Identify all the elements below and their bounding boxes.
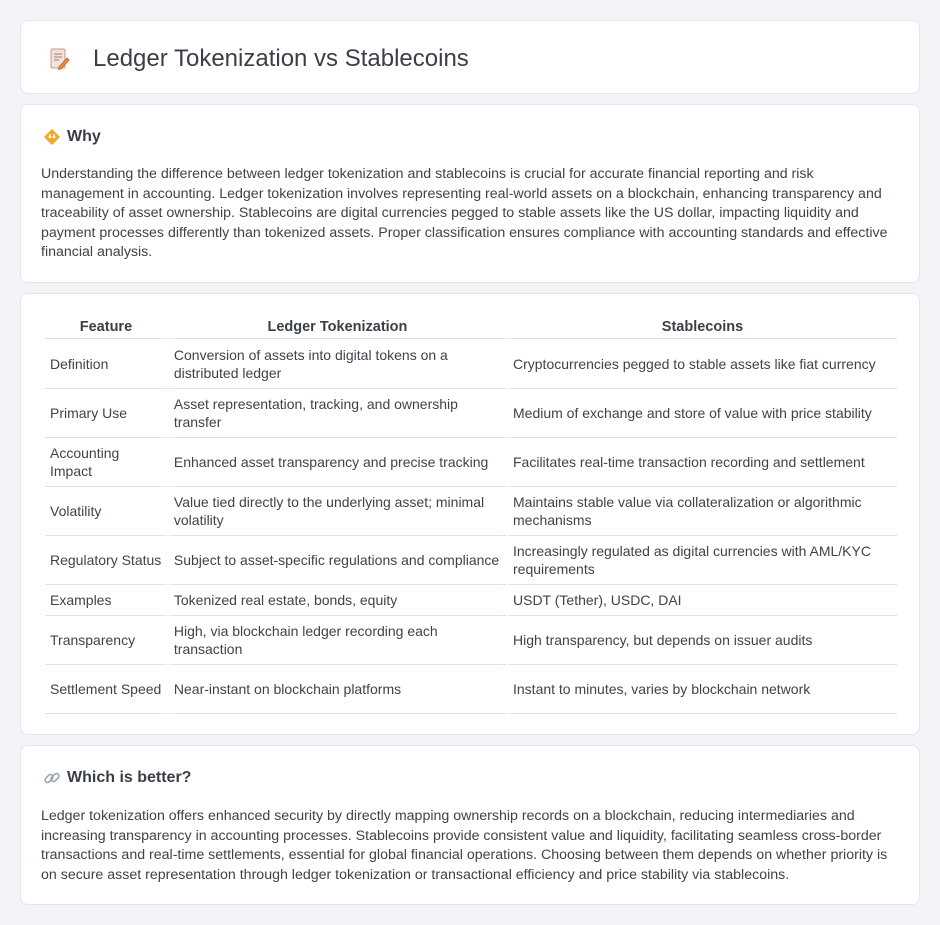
comparison-card	[20, 293, 920, 735]
better-text: Ledger tokenization offers enhanced security by directly mapping ownership records on a blockchain, reducing intermediaries and increasing transparency in accounting processes. Stablecoins provide consistent value and liquidity, facilitating seamless cross-border transactions and real-time settlements, essential for global financial operations. Choosing between them depends on whether priority is on secure asset representation through ledger tokenization or transactional efficiency and price stability via stablecoins.	[41, 808, 888, 883]
table-row	[45, 389, 897, 438]
why-card	[20, 104, 920, 283]
row-stablecoin-value: High transparency, but depends on issuer audits	[508, 616, 897, 665]
row-stablecoin-value: Facilitates real-time transaction recording and settlement	[508, 438, 897, 487]
row-feature: Primary Use	[45, 389, 167, 438]
why-heading	[43, 127, 101, 147]
row-feature: Volatility	[45, 487, 167, 536]
row-ledger-value: Conversion of assets into digital tokens on a distributed ledger	[169, 339, 506, 389]
link-icon	[43, 769, 61, 787]
comparison-table	[43, 316, 899, 714]
row-ledger-value: Subject to asset-specific regulations and compliance	[169, 536, 506, 585]
header-stablecoins: Stablecoins	[508, 316, 897, 339]
why-title: Why	[67, 128, 101, 145]
table-row	[45, 536, 897, 585]
table-row	[45, 438, 897, 487]
header-feature: Feature	[45, 316, 167, 339]
table-row	[45, 487, 897, 536]
better-heading	[43, 768, 191, 788]
row-stablecoin-value: Medium of exchange and store of value with price stability	[508, 389, 897, 438]
row-ledger-value: Enhanced asset transparency and precise tracking	[169, 438, 506, 487]
row-stablecoin-value: Instant to minutes, varies by blockchain network	[508, 665, 897, 714]
diamond-icon	[43, 128, 61, 146]
table-row	[45, 585, 897, 616]
row-feature: Settlement Speed	[45, 665, 167, 714]
better-title: Which is better?	[67, 769, 192, 786]
row-ledger-value: Asset representation, tracking, and ownership transfer	[169, 389, 506, 438]
row-feature: Transparency	[45, 616, 167, 665]
page-title: Ledger Tokenization vs Stablecoins	[93, 45, 469, 72]
row-feature: Definition	[45, 339, 167, 389]
row-stablecoin-value: Cryptocurrencies pegged to stable assets like fiat currency	[508, 339, 897, 389]
table-header-row	[45, 316, 897, 339]
why-text: Understanding the difference between ledger tokenization and stablecoins is crucial for accurate financial reporting and risk management in accounting. Ledger tokenization involves representing real-world assets on a blockchain, enhancing transparency and traceability of asset ownership. Stablecoins are digital currencies pegged to stable assets like the US dollar, impacting liquidity and payment processes differently than tokenized assets. Proper classification ensures compliance with accounting standards and effective financial analysis.	[41, 166, 888, 261]
row-ledger-value: Value tied directly to the underlying asset; minimal volatility	[169, 487, 506, 536]
row-ledger-value: Tokenized real estate, bonds, equity	[169, 585, 506, 616]
table-row	[45, 339, 897, 389]
which-is-better-card	[20, 745, 920, 905]
row-ledger-value: Near-instant on blockchain platforms	[169, 665, 506, 714]
document-pencil-icon	[47, 47, 71, 71]
row-feature: Regulatory Status	[45, 536, 167, 585]
header-card	[20, 20, 920, 94]
row-stablecoin-value: USDT (Tether), USDC, DAI	[508, 585, 897, 616]
row-feature: Examples	[45, 585, 167, 616]
table-row	[45, 616, 897, 665]
row-stablecoin-value: Maintains stable value via collateralization or algorithmic mechanisms	[508, 487, 897, 536]
row-feature: Accounting Impact	[45, 438, 167, 487]
row-ledger-value: High, via blockchain ledger recording each transaction	[169, 616, 506, 665]
row-stablecoin-value: Increasingly regulated as digital currencies with AML/KYC requirements	[508, 536, 897, 585]
header-ledger-tokenization: Ledger Tokenization	[169, 316, 506, 339]
table-row	[45, 665, 897, 714]
